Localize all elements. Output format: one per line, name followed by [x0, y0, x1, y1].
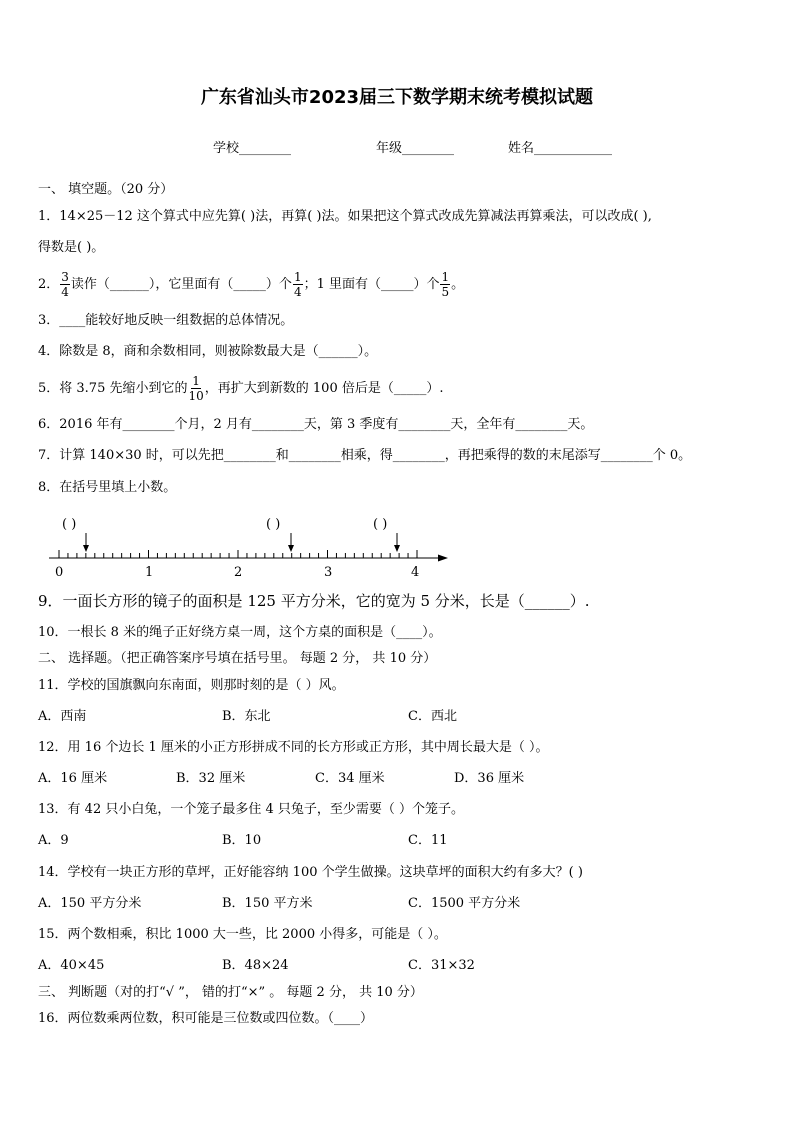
q12-option-d[interactable]: D．36 厘米 [454, 771, 525, 786]
axis-label-4: 4 [411, 565, 420, 580]
question-2 [38, 268, 464, 300]
q15-option-c[interactable]: C．31×32 [408, 958, 475, 973]
q14-option-b[interactable]: B．150 平方米 [222, 896, 313, 911]
question-1-line-2: 得数是( )。 [38, 240, 105, 255]
question-14: 14．学校有一块正方形的草坪，正好能容纳 100 个学生做操。这块草坪的面积大约有多大？( ) [38, 865, 583, 880]
q15-option-a[interactable]: A．40×45 [38, 958, 105, 973]
axis-label-3: 3 [324, 565, 333, 580]
section-2-heading: 二、 选择题。（把正确答案序号填在括号里。 每题 2 分， 共 10 分） [38, 651, 437, 666]
axis-label-0: 0 [55, 565, 64, 580]
question-11: 11．学校的国旗飘向东南面，则那时刻的是（ ）风。 [38, 678, 345, 693]
page-title: 广东省汕头市2023届三下数学期末统考模拟试题 [200, 87, 594, 108]
question-6: 6．2016 年有________个月，2 月有________天，第 3 季度有________天，全年有________天。 [38, 417, 594, 432]
fraction-3-4: $\frac{3}{4}$ [61, 269, 69, 299]
fraction-1-5: $\frac{1}{5}$ [441, 269, 450, 299]
name-field[interactable]: 姓名____________ [508, 141, 613, 156]
q14-option-a[interactable]: A．150 平方分米 [38, 896, 142, 911]
question-10: 10．一根长 8 米的绳子正好绕方桌一周，这个方桌的面积是（____）。 [38, 625, 442, 640]
answer-paren-2[interactable]: ( ) [266, 517, 281, 532]
question-2-text-3: 。 [451, 276, 465, 292]
answer-paren-3[interactable]: ( ) [373, 517, 388, 532]
number-line-ticks [59, 550, 417, 558]
q12-option-c[interactable]: C．34 厘米 [315, 771, 385, 786]
question-2-text-2: ；1 里面有（_____）个 [303, 276, 440, 292]
question-2-text-1: 读作（______），它里面有（_____）个 [70, 276, 292, 292]
q11-option-b[interactable]: B．东北 [222, 709, 271, 724]
question-5-text-2: ，再扩大到新数的 100 倍后是（_____）. [204, 380, 444, 396]
pointer-arrow-2 [288, 533, 294, 552]
question-2-number: 2． [38, 276, 60, 292]
q13-option-c[interactable]: C．11 [408, 833, 448, 848]
q12-option-a[interactable]: A．16 厘米 [38, 771, 108, 786]
q14-option-c[interactable]: C．1500 平方分米 [408, 896, 521, 911]
fraction-1-4: $\frac{1}{4}$ [293, 269, 302, 299]
question-8: 8．在括号里填上小数。 [38, 480, 177, 495]
q13-option-b[interactable]: B．10 [222, 833, 262, 848]
answer-paren-1[interactable]: ( ) [62, 517, 77, 532]
pointer-arrow-1 [83, 533, 89, 552]
fraction-1-10: $\frac{1}{10}$ [188, 373, 204, 403]
school-field[interactable]: 学校________ [213, 141, 292, 156]
question-5 [38, 372, 443, 404]
q11-option-a[interactable]: A．西南 [38, 709, 87, 724]
number-line-arrowhead [438, 555, 448, 562]
grade-field[interactable]: 年级________ [376, 141, 455, 156]
question-16: 16．两位数乘两位数，积可能是三位数或四位数。（____） [38, 1011, 374, 1026]
question-12: 12．用 16 个边长 1 厘米的小正方形拼成不同的长方形或正方形，其中周长最大是（ ）。 [38, 740, 549, 755]
question-3: 3．____能较好地反映一组数据的总体情况。 [38, 313, 294, 328]
question-15: 15．两个数相乘，积比 1000 大一些，比 2000 小得多，可能是（ ）。 [38, 927, 447, 942]
q13-option-a[interactable]: A．9 [38, 833, 69, 848]
number-line [40, 510, 460, 580]
question-5-text-1: 5．将 3.75 先缩小到它的 [38, 380, 188, 396]
question-4: 4．除数是 8，商和余数相同，则被除数最大是（______）。 [38, 344, 378, 359]
question-1-line-1: 1．14×25－12 这个算式中应先算( )法，再算( )法。如果把这个算式改成先算减法再算乘法，可以改成( ), [38, 209, 652, 224]
q15-option-b[interactable]: B．48×24 [222, 958, 289, 973]
axis-label-1: 1 [145, 565, 154, 580]
q11-option-c[interactable]: C．西北 [408, 709, 457, 724]
axis-label-2: 2 [234, 565, 243, 580]
question-13: 13．有 42 只小白兔，一个笼子最多住 4 只兔子，至少需要（ ）个笼子。 [38, 802, 465, 817]
pointer-arrow-3 [394, 533, 400, 552]
question-7: 7．计算 140×30 时，可以先把________和________相乘，得________，再把乘得的数的末尾添写________个 0。 [38, 448, 692, 463]
section-1-heading: 一、 填空题。（20 分） [38, 182, 174, 197]
q12-option-b[interactable]: B．32 厘米 [176, 771, 246, 786]
section-3-heading: 三、 判断题（对的打“√ ”， 错的打“×” 。 每题 2 分， 共 10 分） [38, 985, 423, 1000]
question-9: 9．一面长方形的镜子的面积是 125 平方分米，它的宽为 5 分米，长是（______）. [38, 592, 590, 610]
